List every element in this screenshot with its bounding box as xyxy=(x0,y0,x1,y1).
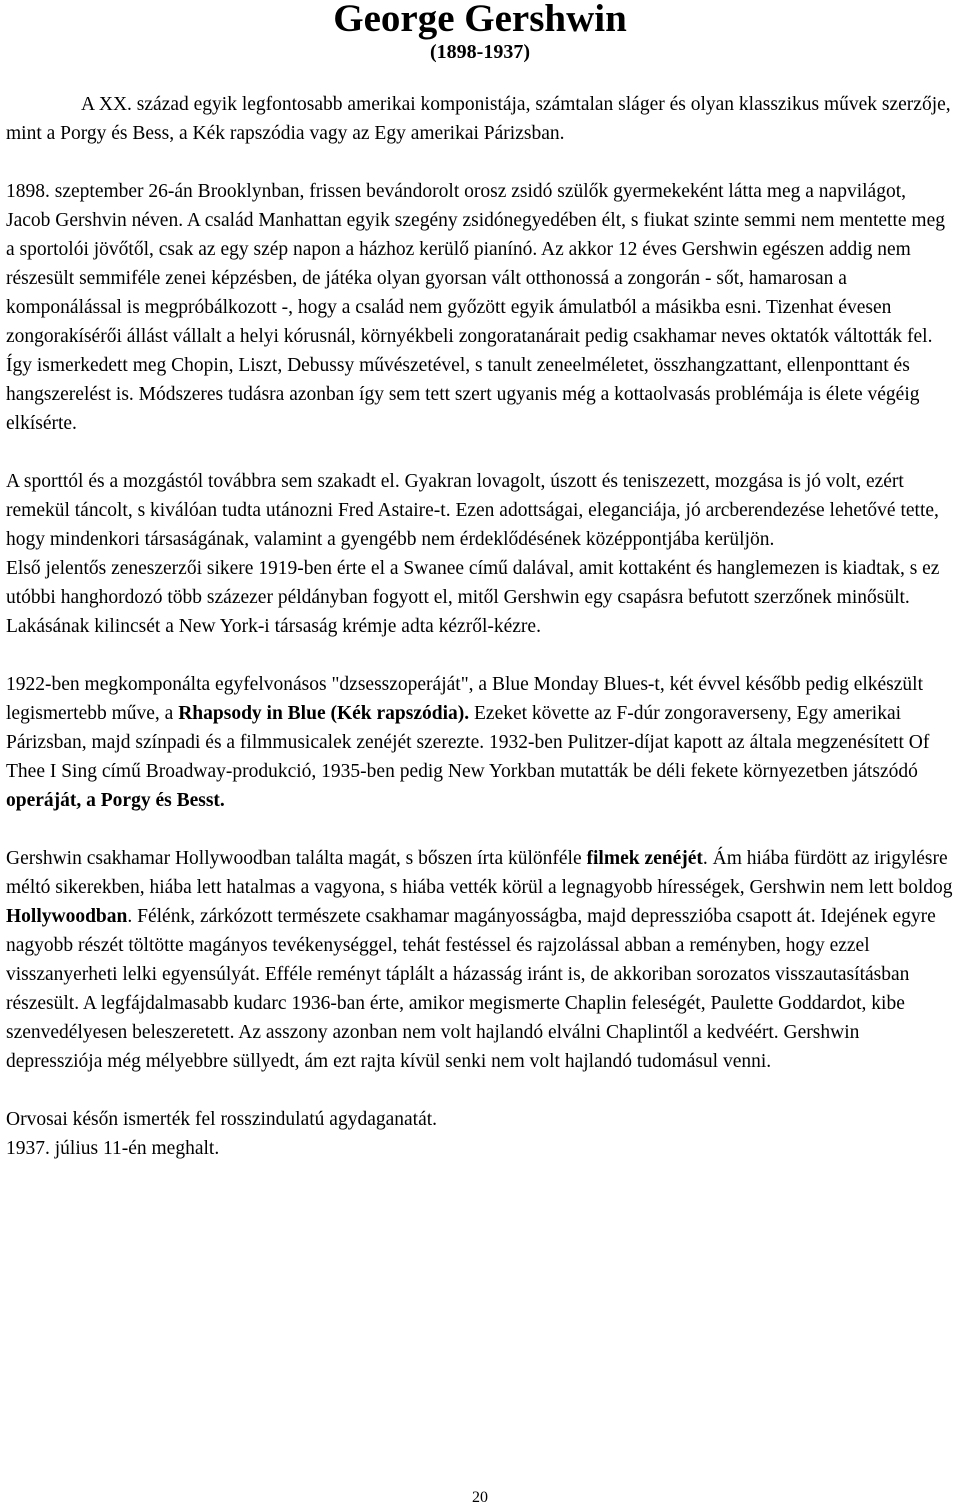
hollywood-emphasis: Hollywoodban xyxy=(6,906,128,927)
works-text-2: Ezeket követte az F-dúr zongoraverseny, Egy amerikai Párizsban, majd színpadi és a filmmusicalek zenéjét szerezte. 1932-ben Pulitzer-díjat kapott az általa megzenésített Of Thee I Sing című Broadway-produkció, 1935-ben pedig New Yorkban mutatták be déli fekete környezetben játszódó xyxy=(6,703,930,782)
document-page xyxy=(6,0,954,1163)
intro-paragraph: A XX. század egyik legfontosabb amerikai komponistája, számtalan sláger és olyan klasszikus művek szerzője, mint a Porgy és Bess, a Kék rapszódia vagy az Egy amerikai Párizsban. xyxy=(6,94,951,144)
hollywood-text-1: Gershwin csakhamar Hollywoodban találta magát, s bőszen írta különféle xyxy=(6,848,587,869)
spacer xyxy=(6,815,954,844)
document-title: George Gershwin xyxy=(333,0,627,40)
rhapsody-emphasis: Rhapsody in Blue (Kék rapszódia). xyxy=(178,703,470,724)
spacer xyxy=(6,438,954,467)
works-paragraph xyxy=(6,670,954,815)
spacer xyxy=(6,641,954,670)
hollywood-text-3: . Félénk, zárkózott természete csakhamar magányosságba, majd depresszióba csapott át. Idejének egyre nagyobb részét töltötte magányos tevékenységgel, tehát festéssel és rajzolással abban a reményben, hogy ezzel visszanyerheti lelki egyensúlyát. Efféle reményt táplált a házasság iránt is, de akkoriban sorozatos visszautasításban részesült. A legfájdalmasabb kudarc 1936-ban érte, amikor megismerte Chaplin feleségét, Paulette Goddardot, kibe szenvedélyesen beleszeretett. Az asszony azonban nem volt hajlandó elválni Chaplintől a kedvéért. Gershwin depressziója még mélyebbre süllyedt, ám ezt rajta kívül senki nem volt hajlandó tudomásul venni. xyxy=(6,906,936,1072)
hollywood-paragraph xyxy=(6,844,954,1076)
first-success-paragraph: Első jelentős zeneszerzői sikere 1919-ben érte el a Swanee című dalával, amit kottaként és hanglemezen is kiadtak, s ez utóbbi hanghordozó több százezer példányban fogyott el, mitől Gershwin egy csapásra befutott szerzőnek minősült. Lakásának kilincsét a New York-i társaság krémje adta kézről-kézre. xyxy=(6,558,940,637)
spacer xyxy=(6,148,954,177)
film-music-emphasis: filmek zenéjét xyxy=(586,848,703,869)
life-years: (1898-1937) xyxy=(430,41,530,63)
death-paragraph: 1937. július 11-én meghalt. xyxy=(6,1138,220,1159)
childhood-paragraph: 1898. szeptember 26-án Brooklynban, frissen bevándorolt orosz zsidó szülők gyermekeként látta meg a napvilágot, Jacob Gershvin néven. A család Manhattan egyik szegény zsidónegyedében élt, s fiukat szinte semmi nem mentette meg a sportolói jövőtől, csak az egy szép napon a házhoz kerülő pianínó. Az akkor 12 éves Gershwin egészen addig nem részesült semmiféle zenei képzésben, de játéka olyan gyorsan vált otthonossá a zongorán - sőt, hamarosan a komponálással is megpróbálkozott -, hogy a család nem győzött egyik ámulatból a másikba esni. Tizenhat évesen zongorakísérői állást vállalt a helyi kórusnál, környékbeli zongoratanárait pedig csakhamar neves oktatók váltották fel. Így ismerkedett meg Chopin, Liszt, Debussy művészetével, s tanult zeneelméletet, összhangzattant, ellenponttant és hangszerelést is. Módszeres tudásra azonban így sem tett szert ugyanis még a kottaolvasás problémája is élete végéig elkísérte. xyxy=(6,181,945,434)
spacer xyxy=(6,1076,954,1105)
hollywood-text-2: . Ám hiába fürdött az irigylésre méltó sikerekben, hiába lett hatalmas a vagyona, s hiába vették körül a legnagyobb hírességek, Gershwin nem lett boldog xyxy=(6,848,953,898)
works-text-1: 1922-ben megkomponálta egyfelvonásos "dzsesszoperáját", a Blue Monday Blues-t, két évvel később pedig elkészült legismertebb műve, a xyxy=(6,674,924,724)
porgy-emphasis: operáját, a Porgy és Besst. xyxy=(6,790,225,811)
spacer xyxy=(6,65,954,90)
page-number: 20 xyxy=(472,1489,488,1506)
sport-paragraph: A sporttól és a mozgástól továbbra sem szakadt el. Gyakran lovagolt, úszott és teniszezett, mozgása is jó volt, ezért remekül táncolt, s kiválóan tudta utánozni Fred Astaire-t. Ezen adottságai, eleganciája, jó arcberendezése lehetővé tette, hogy mindenkori társaságának, valamint a gyengébb nem érdeklődésének középpontjába kerüljön. xyxy=(6,471,939,550)
diagnosis-paragraph: Orvosai későn ismerték fel rosszindulatú agydaganatát. xyxy=(6,1109,438,1130)
